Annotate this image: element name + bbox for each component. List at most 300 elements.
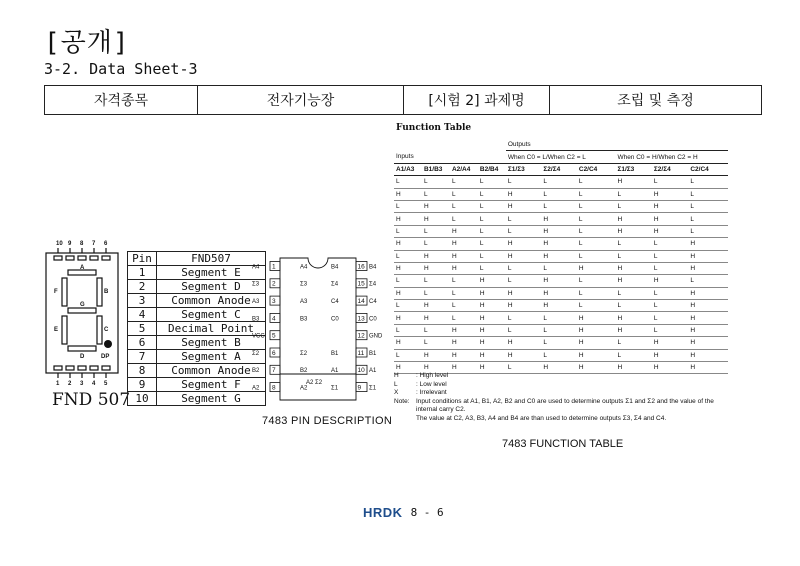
table-cell: H [541, 238, 577, 250]
table-cell: L [394, 349, 422, 361]
table-cell: H [652, 225, 688, 237]
table-row: 7 Segment A [128, 350, 266, 364]
svg-text:DP: DP [101, 354, 110, 360]
table-cell: L [688, 188, 728, 200]
table-cell: L [422, 225, 450, 237]
fnd-top-pin: 7 [92, 241, 96, 247]
table-cell: H [541, 362, 577, 374]
table-cell: L [577, 176, 616, 188]
table-cell: L [478, 238, 506, 250]
table-cell: H [478, 362, 506, 374]
note-text: : Low level [416, 380, 447, 388]
chip-7483-diagram [252, 254, 384, 404]
table-cell: H [478, 312, 506, 324]
table-cell: L [615, 349, 651, 361]
table-cell: H [450, 324, 478, 336]
table-cell: H [577, 262, 616, 274]
note-key: X [394, 389, 399, 397]
table-cell: H [422, 262, 450, 274]
chip-pin-number: 4 [272, 315, 276, 323]
table-cell: H [688, 287, 728, 299]
table-cell: L [541, 324, 577, 336]
table-cell: L [652, 324, 688, 336]
table-cell: H [688, 337, 728, 349]
table-cell: H [688, 238, 728, 250]
hrdk-logo: HRDK [363, 505, 403, 520]
table-cell: L [394, 200, 422, 212]
table-cell: H [688, 262, 728, 274]
chip-pin-number: 7 [272, 367, 276, 375]
segment-f [62, 278, 67, 306]
table-cell: H [577, 312, 616, 324]
note-row [394, 389, 734, 398]
table-cell: L [394, 275, 422, 287]
table-cell: H [506, 238, 542, 250]
fnd-diagram [40, 240, 122, 390]
table-cell: H [652, 362, 688, 374]
chip-pin-internal-label: A3 [300, 299, 308, 305]
chip-pin-internal-label: B3 [300, 316, 308, 323]
fnd-top-pin: 6 [104, 241, 108, 247]
table-row [394, 337, 728, 349]
chip-pin-internal-label: C0 [331, 316, 339, 323]
table-cell: L [422, 287, 450, 299]
chip-pin-internal-label: Σ3 [300, 281, 308, 288]
svg-text:D: D [80, 354, 85, 360]
table-cell: L [615, 188, 651, 200]
table-cell: H [615, 176, 651, 188]
table-cell: H [541, 213, 577, 225]
decimal-point [104, 340, 112, 348]
header-table [44, 85, 762, 115]
note-key: L [394, 380, 398, 388]
inputs-header: Inputs [394, 151, 506, 163]
table-cell: H [506, 200, 542, 212]
table-row: 9 Segment F [128, 378, 266, 392]
chip-pin-label: B4 [369, 264, 377, 271]
table-cell: L [506, 225, 542, 237]
table-cell: H [422, 200, 450, 212]
table-cell: H [615, 362, 651, 374]
segment-e [62, 316, 67, 344]
table-cell: L [506, 275, 542, 287]
note-row [394, 381, 734, 390]
table-cell: L [478, 213, 506, 225]
table-cell: L [394, 250, 422, 262]
table-cell: H [688, 300, 728, 312]
table-cell: H [450, 362, 478, 374]
fnd-top-pin: 9 [68, 241, 72, 247]
table-cell: H [541, 275, 577, 287]
svg-text:F: F [54, 289, 58, 295]
table-cell: H [577, 349, 616, 361]
table-cell: L [577, 188, 616, 200]
segment-c [97, 316, 102, 344]
table-cell: L [652, 176, 688, 188]
table-cell: H [422, 362, 450, 374]
function-table-column-header: B2/B4 [478, 163, 506, 175]
table-cell: H [652, 337, 688, 349]
chip-body [280, 258, 356, 400]
table-cell: H [394, 337, 422, 349]
table-cell: H [615, 262, 651, 274]
table-cell: L [506, 362, 542, 374]
table-cell: H [450, 337, 478, 349]
chip-pin-label: Σ4 [369, 281, 377, 288]
table-cell: H [422, 300, 450, 312]
condition-header-low: When C0 = L/When C2 = L [506, 151, 616, 163]
function-table-column-header: B1/B3 [422, 163, 450, 175]
table-cell: L [577, 275, 616, 287]
table-cell: H [394, 238, 422, 250]
table-cell: L [652, 287, 688, 299]
table-cell: L [577, 287, 616, 299]
table-row [394, 312, 728, 324]
table-cell: H [615, 275, 651, 287]
table-cell: H [541, 300, 577, 312]
function-table-column-header: Σ1/Σ3 [506, 163, 542, 175]
note-text: Input conditions at A1, B1, A2, B2 and C0 are used to determine outputs Σ1 and Σ2 and the value of the internal carry C2. [416, 397, 714, 414]
chip-pin-number: 12 [357, 332, 365, 340]
pin-table-header-pin: Pin [128, 252, 157, 266]
table-cell: H [541, 287, 577, 299]
table-cell: H [478, 275, 506, 287]
table-cell: L [506, 176, 542, 188]
svg-text:G: G [80, 302, 85, 308]
note-text: The value at C2, A3, B3, A4 and B4 are than used to determine outputs Σ3, Σ4 and C4. [416, 414, 667, 422]
table-cell: H [394, 362, 422, 374]
fnd-label: FND 507 [52, 390, 131, 410]
table-cell: H [506, 337, 542, 349]
table-cell: L [394, 176, 422, 188]
table-cell: H [506, 300, 542, 312]
table-cell: H [688, 312, 728, 324]
table-cell: L [478, 250, 506, 262]
chip-pin-label: B2 [252, 368, 260, 375]
header-cell-category-value: 전자기능장 [198, 86, 404, 115]
table-row [394, 275, 728, 287]
table-cell: H [541, 250, 577, 262]
note-key: H [394, 372, 399, 379]
table-cell: L [615, 300, 651, 312]
note-text: : High level [416, 372, 449, 379]
table-cell: H [577, 337, 616, 349]
table-cell: L [615, 287, 651, 299]
table-cell: H [506, 287, 542, 299]
svg-text:B: B [104, 289, 109, 295]
table-cell: L [422, 275, 450, 287]
table-row: 5 Decimal Point [128, 322, 266, 336]
table-cell: L [652, 262, 688, 274]
table-cell: L [422, 337, 450, 349]
table-cell: L [506, 262, 542, 274]
table-cell: L [450, 188, 478, 200]
table-cell: L [652, 300, 688, 312]
chip-pin-number: 15 [357, 280, 365, 288]
table-cell: L [615, 200, 651, 212]
table-cell: H [506, 188, 542, 200]
table-cell: L [478, 225, 506, 237]
table-cell: L [478, 176, 506, 188]
chip-pin-label: B1 [369, 350, 377, 357]
table-row [394, 262, 728, 274]
table-cell: L [541, 200, 577, 212]
segment-g [68, 308, 96, 313]
fnd-bottom-pin: 3 [80, 381, 84, 387]
table-row [394, 200, 728, 212]
table-cell: H [422, 312, 450, 324]
function-table-caption: 7483 FUNCTION TABLE [502, 438, 624, 450]
table-cell: L [450, 200, 478, 212]
table-cell: L [688, 200, 728, 212]
table-cell: L [577, 213, 616, 225]
header-cell-category-label: 자격종목 [45, 86, 198, 115]
note-row [394, 372, 734, 381]
chip-pin-label: GND [369, 333, 383, 340]
pin-table-header-fnd: FND507 [157, 252, 266, 266]
table-cell: L [478, 200, 506, 212]
table-cell: H [478, 349, 506, 361]
table-cell: L [422, 188, 450, 200]
table-cell: L [652, 250, 688, 262]
chip-pin-number: 13 [357, 315, 365, 323]
table-cell: H [422, 250, 450, 262]
chip-pin-internal-label: A4 [300, 264, 308, 271]
table-cell: H [422, 213, 450, 225]
table-cell: L [450, 300, 478, 312]
table-cell: H [478, 337, 506, 349]
table-cell: H [541, 225, 577, 237]
table-cell: H [478, 287, 506, 299]
table-cell: L [577, 200, 616, 212]
table-row [394, 287, 728, 299]
function-table-column-header: A1/A3 [394, 163, 422, 175]
svg-text:C: C [104, 327, 109, 333]
chip-pin-label: A3 [252, 299, 260, 305]
chip-bottom-label: A2 Σ2 [306, 380, 323, 386]
fnd-bottom-pin: 2 [68, 381, 72, 387]
note-key [394, 415, 416, 424]
function-table-notes [394, 372, 734, 424]
chip-pin-internal-label: Σ2 [300, 350, 308, 357]
table-row [394, 213, 728, 225]
table-cell: L [422, 324, 450, 336]
function-table-column-header: Σ1/Σ3 [615, 163, 651, 175]
table-cell: H [688, 362, 728, 374]
table-cell: H [652, 200, 688, 212]
table-cell: H [652, 213, 688, 225]
table-row [394, 176, 728, 188]
table-cell: H [394, 188, 422, 200]
table-cell: L [688, 225, 728, 237]
table-cell: L [577, 250, 616, 262]
fnd-bottom-pin: 5 [104, 381, 108, 387]
table-cell: L [478, 262, 506, 274]
table-cell: L [394, 324, 422, 336]
table-cell: H [688, 324, 728, 336]
table-cell: H [652, 349, 688, 361]
chip-pin-label: Σ3 [252, 281, 260, 288]
table-cell: L [506, 312, 542, 324]
chip-pin-number: 6 [272, 349, 276, 357]
chip-pin-number: 1 [272, 263, 276, 271]
table-cell: L [541, 188, 577, 200]
table-cell: L [615, 337, 651, 349]
fnd-bottom-pin: 4 [92, 381, 96, 387]
chip-pin-number: 16 [357, 263, 365, 271]
table-cell: H [615, 225, 651, 237]
table-cell: H [478, 300, 506, 312]
table-row [394, 300, 728, 312]
table-cell: L [394, 300, 422, 312]
table-cell: L [652, 312, 688, 324]
chip-pin-number: 9 [357, 384, 362, 392]
table-cell: H [652, 188, 688, 200]
table-cell: L [541, 176, 577, 188]
chip-pin-internal-label: A2 [300, 385, 308, 392]
chip-pin-internal-label: Σ1 [331, 385, 339, 392]
table-cell: L [478, 188, 506, 200]
chip-caption: 7483 PIN DESCRIPTION [262, 415, 393, 427]
chip-pin-label: VCC [252, 333, 265, 340]
svg-text:A: A [80, 265, 85, 271]
note-row [394, 415, 734, 424]
chip-pin-number: 3 [272, 298, 276, 305]
table-cell: L [688, 213, 728, 225]
outputs-header: Outputs [506, 139, 728, 151]
chip-pin-internal-label: B2 [300, 368, 308, 375]
table-cell: H [506, 250, 542, 262]
note-key: Note: [394, 397, 410, 405]
table-cell: L [541, 262, 577, 274]
note-row [394, 398, 734, 415]
table-cell: L [450, 287, 478, 299]
table-cell: H [450, 349, 478, 361]
table-cell: L [615, 250, 651, 262]
table-row [394, 250, 728, 262]
table-cell: H [506, 349, 542, 361]
chip-pin-internal-label: A1 [331, 368, 339, 375]
page-title: [공개] [44, 28, 130, 58]
table-cell: H [394, 213, 422, 225]
function-table [394, 139, 728, 374]
function-table-column-header: C2/C4 [577, 163, 616, 175]
table-cell: L [450, 275, 478, 287]
table-cell: L [450, 312, 478, 324]
table-cell: L [506, 213, 542, 225]
table-row: 4 Segment C [128, 308, 266, 322]
fnd-bottom-pin: 1 [56, 381, 60, 387]
function-table-title: Function Table [396, 123, 472, 133]
chip-pin-internal-label: Σ4 [331, 281, 339, 288]
table-cell: L [450, 213, 478, 225]
table-cell: H [394, 287, 422, 299]
table-row [394, 324, 728, 336]
table-cell: L [688, 176, 728, 188]
chip-pin-internal-label: B1 [331, 350, 339, 357]
header-cell-task-label: [시험 2] 과제명 [404, 86, 550, 115]
chip-pin-label: C0 [369, 316, 377, 323]
chip-pin-number: 14 [357, 298, 365, 305]
footer [363, 505, 444, 520]
table-cell: L [688, 275, 728, 287]
function-table-column-header: Σ2/Σ4 [541, 163, 577, 175]
chip-pin-number: 8 [272, 384, 276, 392]
table-cell: L [450, 176, 478, 188]
condition-header-high: When C0 = H/When C2 = H [615, 151, 728, 163]
table-cell: H [394, 262, 422, 274]
chip-pin-label: A2 [252, 385, 260, 392]
table-cell: H [450, 238, 478, 250]
chip-pin-internal-label: B4 [331, 264, 339, 271]
table-row [394, 238, 728, 250]
chip-pin-label: B3 [252, 316, 260, 323]
header-cell-task-value: 조립 및 측정 [550, 86, 762, 115]
function-table-column-header: C2/C4 [688, 163, 728, 175]
table-cell: L [577, 225, 616, 237]
table-cell: L [422, 238, 450, 250]
table-row: 2 Segment D [128, 280, 266, 294]
table-row: 3 Common Anode [128, 294, 266, 308]
chip-pin-number: 5 [272, 332, 276, 340]
section-subtitle: 3-2. Data Sheet-3 [44, 60, 198, 78]
table-cell: L [577, 300, 616, 312]
table-cell: H [615, 312, 651, 324]
chip-pin-label: C4 [369, 299, 377, 305]
table-row: 10 Segment G [128, 392, 266, 406]
table-cell: H [394, 312, 422, 324]
table-row [394, 188, 728, 200]
chip-pin-label: Σ2 [252, 350, 260, 357]
chip-pin-number: 11 [357, 349, 365, 357]
table-cell: H [450, 225, 478, 237]
chip-pin-number: 10 [357, 367, 365, 375]
table-row [394, 349, 728, 361]
pin-table [127, 251, 266, 406]
chip-pin-internal-label: C4 [331, 299, 339, 305]
table-cell: L [394, 225, 422, 237]
table-cell: H [652, 275, 688, 287]
fnd-top-pin: 8 [80, 241, 84, 247]
table-cell: H [478, 324, 506, 336]
table-cell: H [688, 349, 728, 361]
table-cell: L [577, 238, 616, 250]
table-cell: L [541, 349, 577, 361]
table-cell: H [422, 349, 450, 361]
fnd-top-pin: 10 [56, 241, 63, 247]
table-row: 6 Segment B [128, 336, 266, 350]
table-cell: H [688, 250, 728, 262]
svg-text:E: E [54, 327, 59, 333]
function-table-column-header: A2/A4 [450, 163, 478, 175]
table-cell: L [652, 238, 688, 250]
chip-pin-label: A4 [252, 264, 260, 271]
table-cell: H [615, 213, 651, 225]
table-cell: L [541, 312, 577, 324]
page-number: 8 - 6 [410, 506, 444, 519]
table-cell: H [450, 262, 478, 274]
chip-pin-label: A1 [369, 368, 377, 375]
table-cell: L [541, 337, 577, 349]
table-cell: H [615, 324, 651, 336]
table-row: 8 Common Anode [128, 364, 266, 378]
table-cell: L [506, 324, 542, 336]
table-cell: H [450, 250, 478, 262]
table-row: 1 Segment E [128, 266, 266, 280]
table-row [394, 225, 728, 237]
segment-b [97, 278, 102, 306]
function-table-column-header: Σ2/Σ4 [652, 163, 688, 175]
